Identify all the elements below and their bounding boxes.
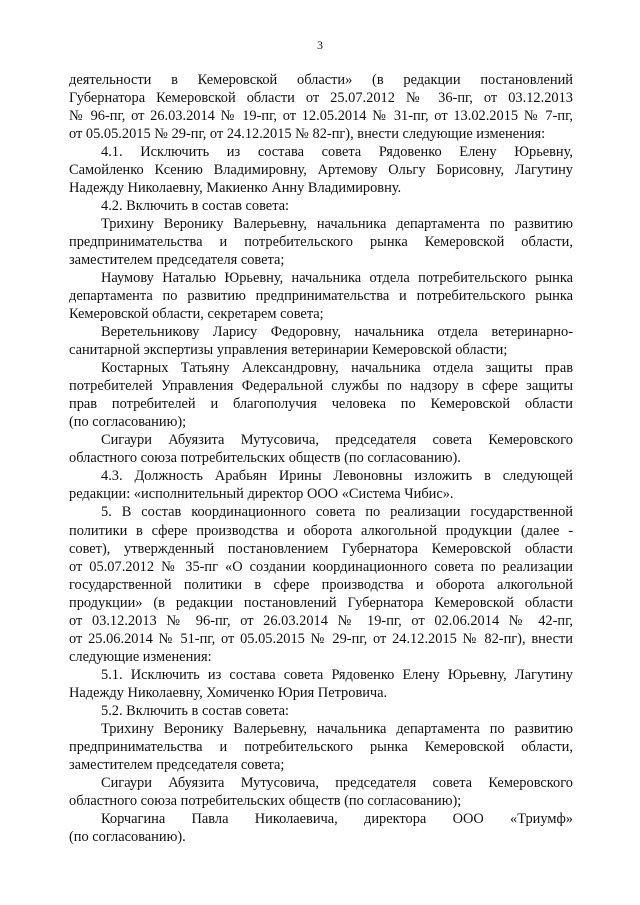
text-line: (по согласованию); [69, 414, 187, 431]
text-line: деятельности в Кемеровской области» (в редакции постановлений [69, 72, 573, 88]
text-line: 4.3. Должность Арабьян Ирины Левоновны изложить в следующей [101, 468, 573, 485]
text-line: Сигаури Абуязита Мутусовича, председателя совета Кемеровского [101, 774, 573, 791]
text-line: следующие изменения: [69, 648, 212, 665]
text-line: Корчагина Павла Николаевича, директора ООО «Триумф» [101, 810, 573, 827]
text-line: 5.2. Включить в состав совета: [101, 702, 290, 719]
text-line: Трихину Веронику Валерьевну, начальника департамента по развитию [101, 216, 573, 233]
page-number: 3 [317, 38, 323, 52]
text-line: Сигаури Абуязита Мутусовича, председателя совета Кемеровского [101, 432, 573, 449]
text-line: Наумову Наталью Юрьевну, начальника отдела потребительского рынка [101, 270, 573, 287]
text-line: Трихину Веронику Валерьевну, начальника департамента по развитию [101, 720, 573, 737]
text-line: областного союза потребительских обществ (по согласованию). [69, 450, 461, 467]
text-line: заместителем председателя совета; [69, 252, 285, 269]
text-line: Костарных Татьяну Александровну, начальника отдела защиты прав [101, 360, 573, 377]
text-line: Самойленко Ксению Владимировну, Артемову Ольгу Борисовну, Лагутину [69, 162, 573, 179]
text-line: 4.2. Включить в состав совета: [101, 198, 290, 215]
text-line: Надежду Николаевну, Макиенко Анну Владимировну. [69, 180, 402, 197]
text-line: прав потребителей и благополучия человека по Кемеровской области [69, 396, 573, 413]
text-line: предпринимательства и потребительского рынка Кемеровской области, [69, 234, 573, 251]
text-line: редакции: «исполнительный директор ООО «Система Чибис». [69, 486, 454, 503]
text-line: совет), утвержденный постановлением Губернатора Кемеровской области [69, 540, 573, 557]
text-line: 5.1. Исключить из состава совета Рядовенко Елену Юрьевну, Лагутину [101, 666, 573, 683]
text-line: заместителем председателя совета; [69, 756, 285, 773]
text-line: потребителей Управления Федеральной службы по надзору в сфере защиты [69, 378, 573, 395]
text-line: от 25.06.2014 № 51-пг, от 05.05.2015 № 29-пг, от 24.12.2015 № 82-пг), внести [69, 630, 573, 647]
text-line: предпринимательства и потребительского рынка Кемеровской области, [69, 738, 573, 755]
text-line: Надежду Николаевну, Хомиченко Юрия Петровича. [69, 684, 388, 701]
text-line: 4.1. Исключить из состава совета Рядовенко Елену Юрьевну, [101, 144, 573, 161]
text-line: государственной политики в сфере производства и оборота алкогольной [69, 576, 573, 593]
text-line: продукции» (в редакции постановлений Губернатора Кемеровской области [69, 594, 573, 611]
text-line: департамента по развитию предпринимательства и потребительского рынка [69, 288, 573, 305]
text-line: (по согласованию). [69, 828, 186, 845]
text-line: санитарной экспертизы управления ветеринарии Кемеровской области; [69, 342, 508, 359]
text-line: политики в сфере производства и оборота алкогольной продукции (далее - [69, 522, 573, 539]
text-line: Веретельникову Ларису Федоровну, начальника отдела ветеринарно- [101, 324, 573, 341]
text-line: от 05.07.2012 № 35-пг «О создании координационного совета по реализации [69, 558, 573, 575]
text-line: 5. В состав координационного совета по реализации государственной [101, 504, 573, 521]
text-line: областного союза потребительских обществ (по согласованию); [69, 792, 462, 809]
text-line: от 03.12.2013 № 96-пг, от 26.03.2014 № 19-пг, от 02.06.2014 № 42-пг, [69, 612, 573, 629]
text-line: № 96-пг, от 26.03.2014 № 19-пг, от 12.05.2014 № 31-пг, от 13.02.2015 № 7-пг, [69, 108, 573, 125]
text-line: от 05.05.2015 № 29-пг, от 24.12.2015 № 82-пг), внести следующие изменения: [69, 126, 546, 143]
text-line: Кемеровской области, секретарем совета; [69, 306, 324, 323]
text-line: Губернатора Кемеровской области от 25.07.2012 № 36-пг, от 03.12.2013 [69, 90, 573, 107]
